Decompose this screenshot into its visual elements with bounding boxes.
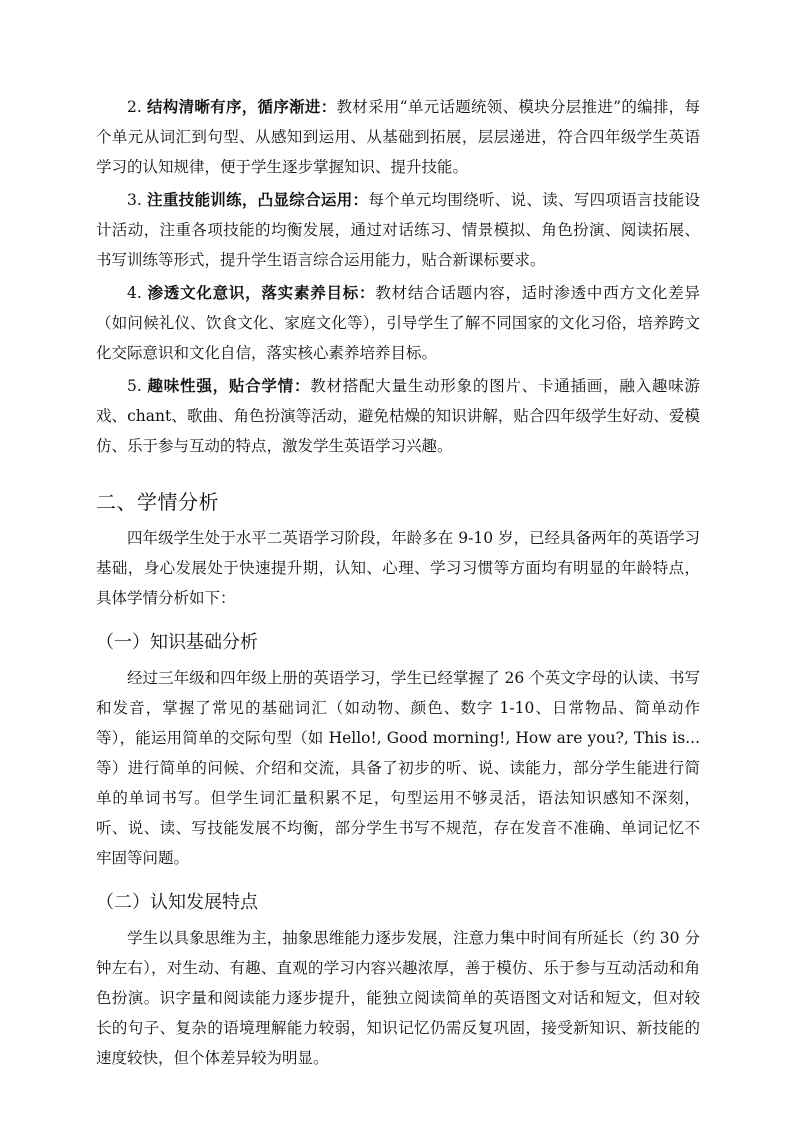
feature-item-4 — [96, 278, 700, 368]
feature-number: 5. — [127, 377, 142, 395]
page-content — [96, 92, 700, 1073]
feature-body: 教材采用“单元话题统领、模块分层推进”的编排，每个单元从词汇到句型、从感知到运用、从基础到拓展，层层递进，符合四年级学生英语学习的认知规律，便于学生逐步掌握知识、提升技能。 — [96, 98, 700, 176]
feature-item-5 — [96, 371, 700, 461]
feature-item-3 — [96, 185, 700, 275]
section-heading-student-analysis: 二、学情分析 — [96, 490, 219, 514]
feature-item-2 — [96, 92, 700, 182]
subsection-heading-cognitive-development: （二）认知发展特点 — [96, 892, 258, 913]
subsection-heading-knowledge-base: （一）知识基础分析 — [96, 632, 258, 653]
feature-heading: 结构清晰有序，循序渐进： — [147, 97, 337, 116]
feature-body: 教材结合话题内容，适时渗透中西方文化差异（如问候礼仪、饮食文化、家庭文化等），引导学生了解不同国家的文化习俗，培养跨文化交际意识和文化自信，落实核心素养培养目标。 — [96, 284, 700, 362]
subsection-body-cognitive-development: 学生以具象思维为主，抽象思维能力逐步发展，注意力集中时间有所延长（约 30 分钟左右），对生动、有趣、直观的学习内容兴趣浓厚，善于模仿、乐于参与互动活动和角色扮演。识字量和阅读能力逐步提升，能独立阅读简单的英语图文对话和短文，但对较长的句子、复杂的语境理解能力较弱，知识记忆仍需反复巩固，接受新知识、新技能的速度较快，但个体差异较为明显。 — [96, 929, 700, 1067]
feature-number: 4. — [127, 284, 142, 302]
feature-body: 每个单元均围绕听、说、读、写四项语言技能设计活动，注重各项技能的均衡发展，通过对话练习、情景模拟、角色扮演、阅读拓展、书写训练等形式，提升学生语言综合运用能力，贴合新课标要求。 — [96, 191, 700, 269]
feature-heading: 注重技能训练，凸显综合运用： — [147, 190, 369, 209]
feature-body: 教材搭配大量生动形象的图片、卡通插画，融入趣味游戏、chant、歌曲、角色扮演等活动，避免枯燥的知识讲解，贴合四年级学生好动、爱模仿、乐于参与互动的特点，激发学生英语学习兴趣。 — [96, 377, 700, 455]
section-intro: 四年级学生处于水平二英语学习阶段，年龄多在 9-10 岁，已经具备两年的英语学习基础，身心发展处于快速提升期，认知、心理、学习习惯等方面均有明显的年龄特点，具体学情分析如下： — [96, 529, 700, 607]
feature-heading: 渗透文化意识，落实素养目标： — [147, 283, 376, 302]
subsection-body-knowledge-base: 经过三年级和四年级上册的英语学习，学生已经掌握了 26 个英文字母的认读、书写和发音，掌握了常见的基础词汇（如动物、颜色、数字 1-10、日常物品、简单动作等），能运用简单的交际句型（如 Hello!, Good morning!, How are you?, This is...等）进行简单的问候、介绍和交流，具备了初步的听、说、读能力，部分学生能进行简单的单词书写。但学生词汇量积累不足，句型运用不够灵活，语法知识感知不深刻，听、说、读、写技能发展不均衡，部分学生书写不规范，存在发音不准确、单词记忆不牢固等问题。 — [96, 669, 700, 867]
feature-number: 2. — [127, 98, 142, 116]
feature-heading: 趣味性强，贴合学情： — [147, 376, 311, 395]
feature-number: 3. — [127, 191, 142, 209]
